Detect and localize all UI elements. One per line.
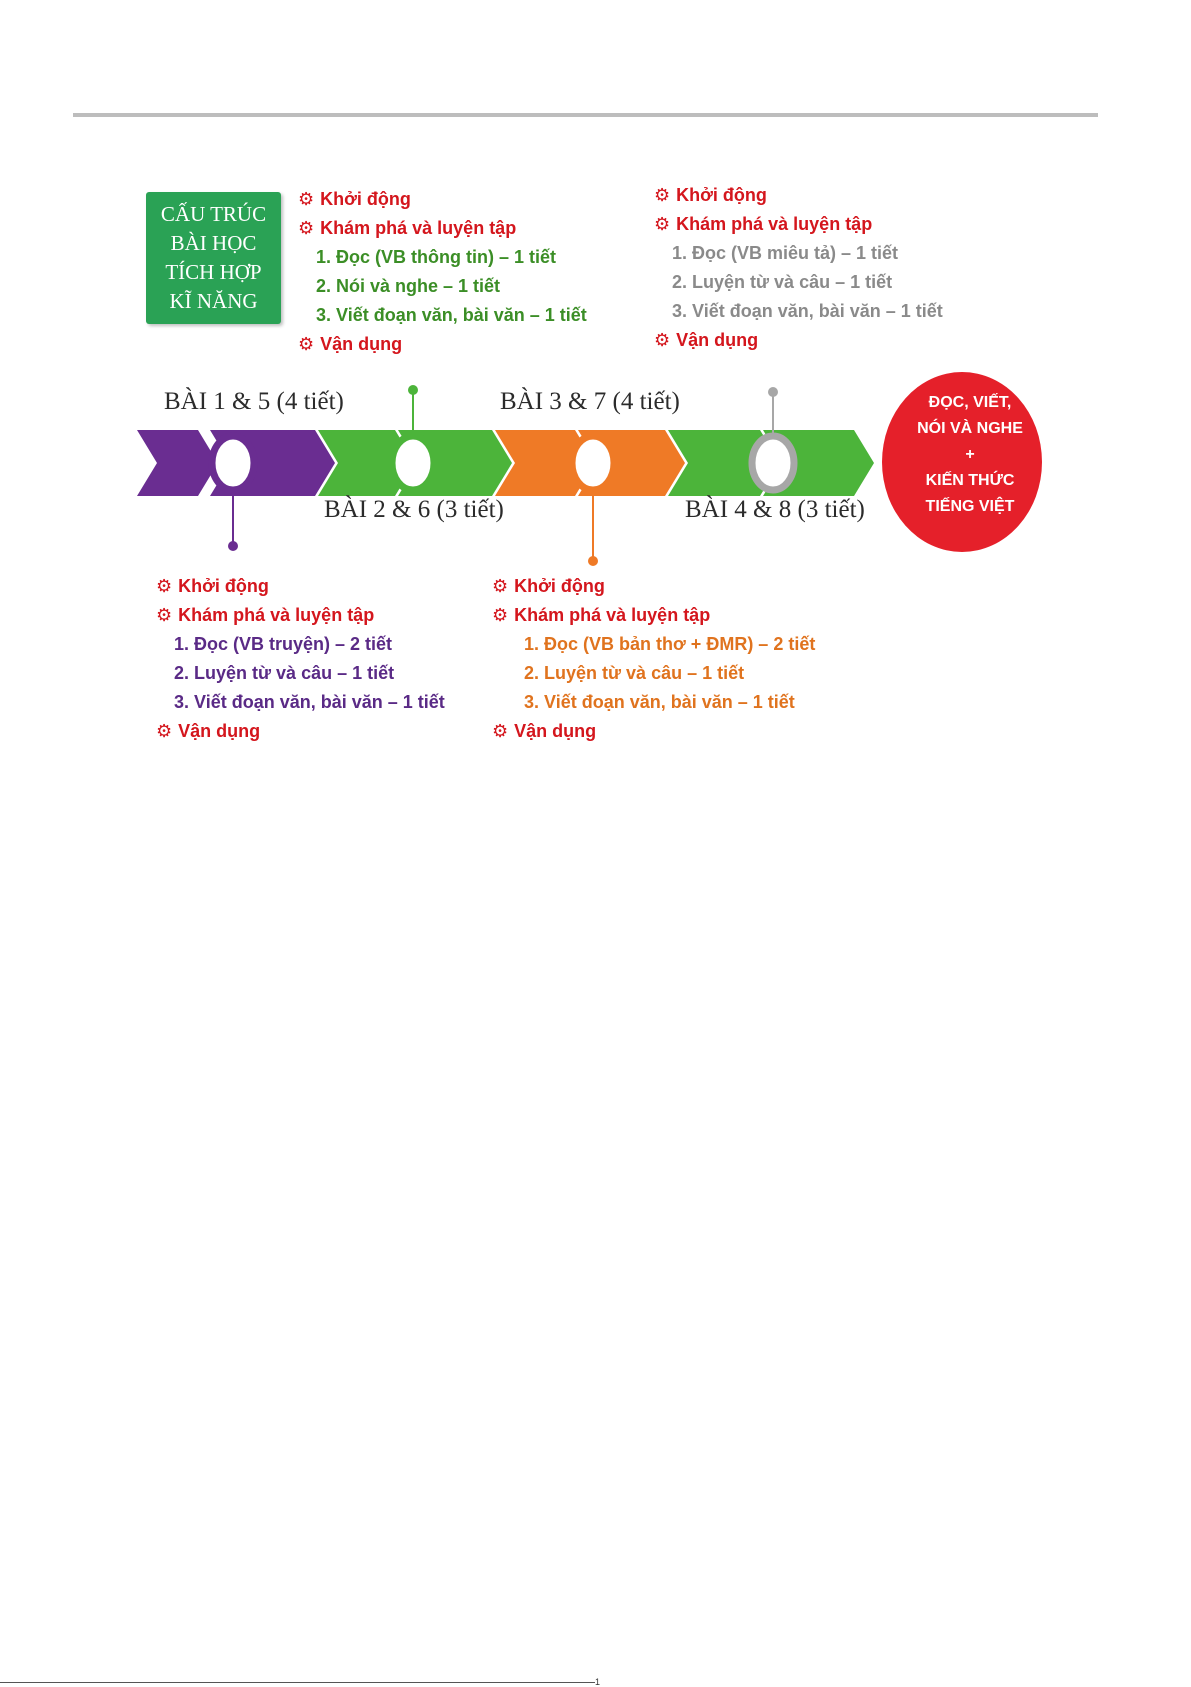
pin-dot-orange (588, 556, 598, 566)
gear-icon: ⚙ (654, 330, 671, 350)
activity-item: 1. Đọc (VB bản thơ + ĐMR) – 2 tiết (524, 634, 816, 654)
pin-dot-gray (768, 387, 778, 397)
activity-item: 3. Viết đoạn văn, bài văn – 1 tiết (174, 692, 445, 712)
lesson-label-3-7: BÀI 3 & 7 (4 tiết) (500, 388, 680, 415)
gear-icon: ⚙ (654, 185, 671, 205)
gear-icon: ⚙ (298, 334, 315, 354)
arrow-purple (137, 430, 218, 496)
title-line: TÍCH HỢP (165, 260, 262, 284)
gear-icon: ⚙ (492, 721, 509, 741)
apply-row: ⚙ Vận dụng (156, 717, 445, 746)
gear-icon: ⚙ (492, 605, 509, 625)
top-divider (73, 113, 1098, 117)
pin-dot-purple (228, 541, 238, 551)
title-line: BÀI HỌC (170, 231, 257, 255)
apply-row: ⚙ Vận dụng (298, 330, 587, 359)
node-ring-gray (752, 436, 794, 490)
block-lesson-1-5 (156, 572, 445, 746)
node-ring-purple (212, 436, 254, 490)
block-lesson-2-6 (298, 185, 587, 359)
footer-rule (0, 1682, 595, 1683)
block-lesson-4-8 (654, 181, 943, 355)
title-line: CẤU TRÚC (160, 202, 267, 226)
explore-row: ⚙ Khám phá và luyện tập (156, 601, 445, 630)
lesson-label-1-5: BÀI 1 & 5 (4 tiết) (164, 388, 344, 415)
gear-icon: ⚙ (492, 576, 509, 596)
gear-icon: ⚙ (156, 605, 173, 625)
activity-item: 3. Viết đoạn văn, bài văn – 1 tiết (672, 301, 943, 321)
activity-item: 2. Luyện từ và câu – 1 tiết (174, 663, 395, 683)
activity-item: 3. Viết đoạn văn, bài văn – 1 tiết (524, 692, 795, 712)
activity-item: 2. Luyện từ và câu – 1 tiết (524, 663, 745, 683)
end-line: TIẾNG VIỆT (925, 498, 1015, 515)
gear-icon: ⚙ (298, 189, 315, 209)
end-line: NÓI VÀ NGHE (917, 420, 1023, 437)
end-line: KIẾN THỨC (925, 472, 1015, 489)
warmup-row: ⚙ Khởi động (298, 185, 587, 214)
title-line: KĨ NĂNG (169, 289, 258, 313)
node-ring-orange (572, 436, 614, 490)
apply-row: ⚙ Vận dụng (654, 326, 943, 355)
activity-item: 2. Luyện từ và câu – 1 tiết (672, 272, 893, 292)
gear-icon: ⚙ (156, 576, 173, 596)
lesson-label-4-8: BÀI 4 & 8 (3 tiết) (685, 496, 865, 523)
warmup-row: ⚙ Khởi động (654, 181, 943, 210)
activity-item: 2. Nói và nghe – 1 tiết (316, 276, 501, 296)
end-line: + (965, 446, 975, 463)
pin-dot-green (408, 385, 418, 395)
activity-item: 1. Đọc (VB miêu tả) – 1 tiết (672, 243, 899, 263)
activity-item: 1. Đọc (VB truyện) – 2 tiết (174, 634, 393, 654)
gear-icon: ⚙ (156, 721, 173, 741)
node-ring-green (392, 436, 434, 490)
gear-icon: ⚙ (298, 218, 315, 238)
end-circle-text (890, 390, 1050, 520)
warmup-row: ⚙ Khởi động (156, 572, 445, 601)
footer-mark: 1 (595, 1677, 601, 1687)
apply-row: ⚙ Vận dụng (492, 717, 815, 746)
explore-row: ⚙ Khám phá và luyện tập (492, 601, 815, 630)
explore-row: ⚙ Khám phá và luyện tập (298, 214, 587, 243)
activity-item: 1. Đọc (VB thông tin) – 1 tiết (316, 247, 557, 267)
activity-item: 3. Viết đoạn văn, bài văn – 1 tiết (316, 305, 587, 325)
gear-icon: ⚙ (654, 214, 671, 234)
block-lesson-3-7 (492, 572, 815, 746)
end-line: ĐỌC, VIẾT, (928, 394, 1012, 411)
lesson-label-2-6: BÀI 2 & 6 (3 tiết) (324, 496, 504, 523)
warmup-row: ⚙ Khởi động (492, 572, 815, 601)
explore-row: ⚙ Khám phá và luyện tập (654, 210, 943, 239)
title-box (146, 192, 281, 324)
